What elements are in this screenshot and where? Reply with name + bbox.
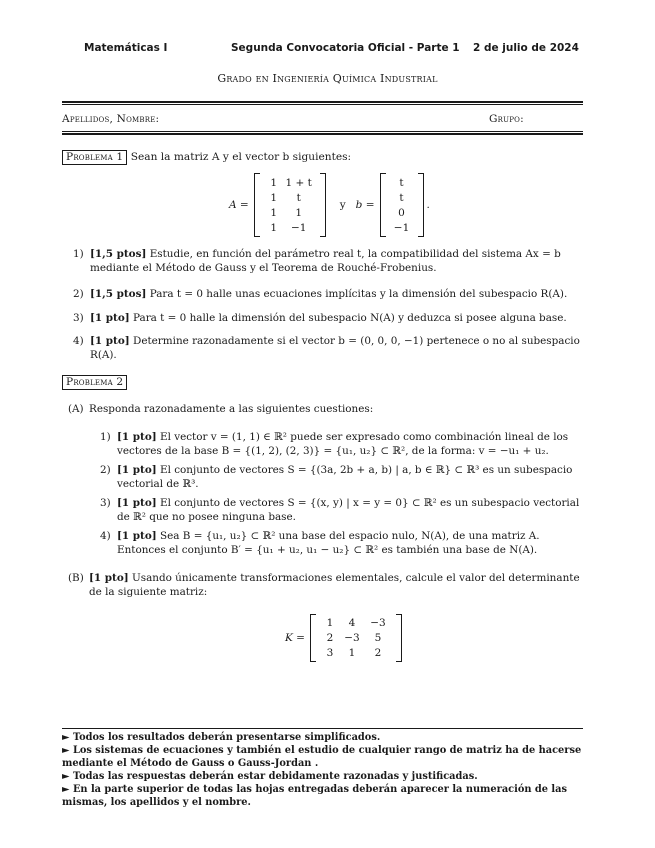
subject-title: Matemáticas I xyxy=(84,42,168,54)
vector-b-entries xyxy=(386,176,418,235)
vector-cell: −1 xyxy=(393,221,410,234)
matrix-cell: −1 xyxy=(290,221,307,234)
matrix-cell: 1 xyxy=(270,206,278,219)
problem2-item-2: 2) [1 pto] El conjunto de vectores S = {(3a, 2b + a, b) | a, b ∈ ℝ} ⊂ ℝ³ es un subespacio vectorial de ℝ³. xyxy=(100,464,573,490)
matrix-cell: 2 xyxy=(374,647,382,659)
top-rule-thin xyxy=(62,104,583,105)
degree-title: Grado en Ingeniería Química Industrial xyxy=(217,72,438,85)
footnote-3: ► Todas las respuestas deberán estar debidamente razonadas y justificadas. xyxy=(62,771,478,782)
matrix-cell: 3 xyxy=(326,647,334,659)
bottom-rule xyxy=(62,133,583,135)
problem1-item-2: 2) [1,5 ptos] Para t = 0 halle unas ecuaciones implícitas y la dimensión del subespacio R(A). xyxy=(73,288,568,300)
problem2-item-3: 3) [1 pto] El conjunto de vectores S = {(x, y) | x = y = 0} ⊂ ℝ² es un subespacio vectorial de ℝ² que no posee ninguna base. xyxy=(100,497,580,523)
vector-cell: t xyxy=(399,176,404,189)
matrix-cell: 1 xyxy=(348,647,356,659)
footnote-2: ► Los sistemas de ecuaciones y también el estudio de cualquier rango de matriz ha de hacerse mediante el Método de Gauss o Gauss-Jordan . xyxy=(62,745,582,769)
matrix-cell: 1 + t xyxy=(285,176,312,189)
problem1-item-1: 1) [1,5 ptos] Estudie, en función del parámetro real t, la compatibilidad del sistema Ax = b mediante el Método de Gauss y el Teorema de Rouché-Frobenius. xyxy=(73,248,561,274)
matrix-cell: 5 xyxy=(374,632,382,644)
vector-b-label: b = xyxy=(355,199,375,211)
matrix-A-label: A = xyxy=(229,199,249,211)
problem2-item-4: 4) [1 pto] Sea B = {u₁, u₂} ⊂ ℝ² una base del espacio nulo, N(A), de una matriz A. Entonces el conjunto B′ = {u₁ + u₂, u₁ − u₂} ⊂ ℝ² es también una base de N(A). xyxy=(100,530,540,556)
matrix-K-label: K = xyxy=(285,632,305,644)
matrix-A-entries xyxy=(260,176,320,235)
footnote-rule xyxy=(62,728,583,729)
exam-date: 2 de julio de 2024 xyxy=(473,42,579,54)
problem2-partB: (B) [1 pto] Usando únicamente transformaciones elementales, calcule el valor del determinante de la siguiente matriz: xyxy=(68,572,580,598)
matrix-cell: 4 xyxy=(348,617,356,629)
matrix-cell: 1 xyxy=(270,191,278,204)
vector-cell: 0 xyxy=(398,206,405,219)
problem2-heading xyxy=(62,375,127,390)
problem1-item-3: 3) [1 pto] Para t = 0 halle la dimensión del subespacio N(A) y deduzca si posee alguna base. xyxy=(73,312,567,324)
matrix-A: A = 1 1 + t 1 t 1 1 1 −1 y b = t t 0 −1 . xyxy=(229,173,430,237)
matrix-cell: 1 xyxy=(295,206,303,219)
matrix-cell: −3 xyxy=(344,632,360,644)
problem2-title: Problema 2 xyxy=(62,375,127,390)
matrix-cell: 1 xyxy=(326,617,334,629)
bottom-rule-thin xyxy=(62,131,583,132)
problem1-title: Problema 1 xyxy=(62,150,127,165)
group-label: Grupo: xyxy=(489,113,524,125)
top-rule xyxy=(62,101,583,103)
matrix-cell: 2 xyxy=(326,632,334,644)
problem1-intro: Sean la matriz A y el vector b siguientes: xyxy=(130,151,352,163)
problem1-item-4: 4) [1 pto] Determine razonadamente si el vector b = (0, 0, 0, −1) pertenece o no al subespacio R(A). xyxy=(73,335,580,361)
vector-cell: t xyxy=(399,191,404,204)
matrix-cell: −3 xyxy=(370,617,386,629)
footnote-1: ► Todos los resultados deberán presentarse simplificados. xyxy=(62,732,381,743)
matrix-K-entries xyxy=(316,616,396,660)
matrix-cell: 1 xyxy=(270,176,278,189)
name-label: Apellidos, Nombre: xyxy=(62,113,160,125)
problem2-partA: (A) Responda razonadamente a las siguientes cuestiones: xyxy=(68,403,374,415)
problem2-item-1: 1) [1 pto] El vector v = (1, 1) ∈ ℝ² puede ser expresado como combinación lineal de los vectores de la base B = {(1, 2), (2, 3)} = {u₁, u₂} ⊂ ℝ², de la forma: v = −u₁ + u₂. xyxy=(100,431,569,457)
exam-title: Segunda Convocatoria Oficial - Parte 1 xyxy=(231,42,460,54)
connector-y: y xyxy=(339,199,346,211)
matrix-cell: t xyxy=(296,191,301,204)
matrix-K xyxy=(285,614,402,662)
matrix-cell: 1 xyxy=(270,221,278,234)
footnote-4: ► En la parte superior de todas las hojas entregadas deberán aparecer la numeración de las mismas, los apellidos y el nombre. xyxy=(62,784,568,808)
problem1-heading xyxy=(62,150,351,165)
